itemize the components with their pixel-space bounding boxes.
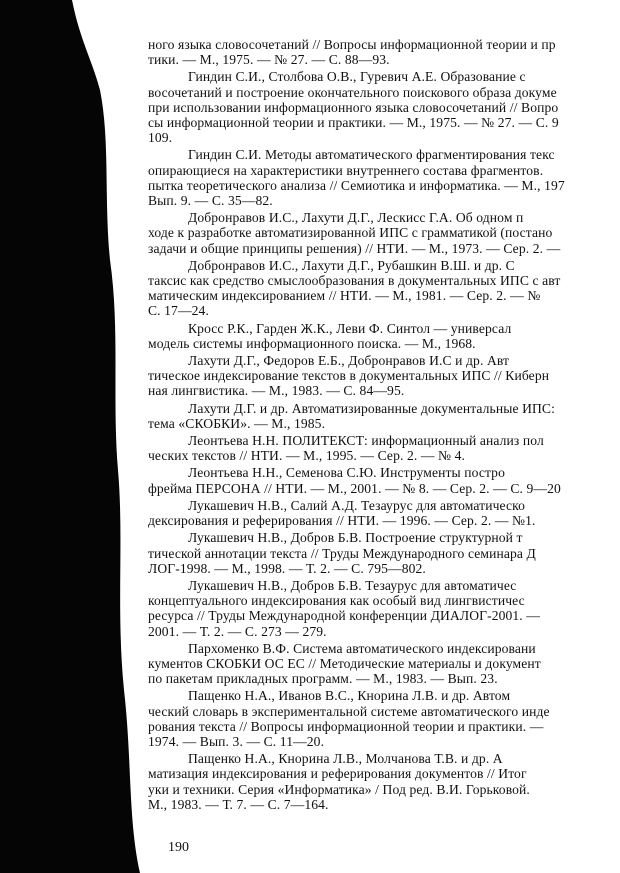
- text-line: ЛОГ-1998. — М., 1998. — Т. 2. — С. 795—802.: [148, 560, 426, 576]
- text-line: восочетаний и построение окончательного поискового образа докуме: [148, 84, 557, 100]
- bib-entry-start: Гиндин С.И., Столбова О.В., Гуревич А.Е. Образование с: [188, 69, 526, 85]
- text-line: матическим индексированием // НТИ. — М., 1981. — Сер. 2. — №: [148, 288, 541, 304]
- bib-entry-start: Кросс Р.К., Гарден Ж.К., Леви Ф. Синтол — универсал: [188, 320, 512, 336]
- text-line: модель системы информационного поиска. — М., 1968.: [148, 335, 476, 351]
- text-line: ческий словарь в экспериментальной системе автоматического инде: [148, 703, 550, 719]
- text-line: по пакетам прикладных программ. — М., 1983. — Вып. 23.: [148, 671, 498, 687]
- text-line: при использовании информационного языка словосочетаний // Вопро: [148, 99, 559, 115]
- text-line: концептуального индексирования как особый вид лингвистичес: [148, 593, 525, 609]
- bibliography-page: [148, 37, 620, 812]
- text-line: тема «СКОБКИ». — М., 1985.: [148, 415, 326, 431]
- text-line: пытка теоретического анализа // Семиотика и информатика. — М., 197: [148, 177, 565, 193]
- text-line: тики. — М., 1975. — № 27. — С. 88—93.: [148, 52, 390, 68]
- text-line: таксис как средство смыслообразования в документальных ИПС с авт: [148, 273, 561, 289]
- scan-edge-shadow: [0, 0, 160, 873]
- text-line: ческих текстов // НТИ. — М., 1995. — Сер. 2. — № 4.: [148, 448, 466, 464]
- bib-entry-start: Пащенко Н.А., Иванов В.С., Кнорина Л.В. и др. Автом: [188, 688, 511, 704]
- bib-entry-start: Лукашевич Н.В., Добров Б.В. Тезаурус для автоматичес: [188, 577, 517, 593]
- text-line: ная лингвистика. — М., 1983. — С. 84—95.: [148, 383, 405, 399]
- bib-entry-start: Добронравов И.С., Лахути Д.Г., Рубашкин В.Ш. и др. С: [188, 257, 515, 273]
- text-line: 1974. — Вып. 3. — С. 11—20.: [148, 733, 325, 749]
- text-line: ресурса // Труды Международной конференции ДИАЛОГ-2001. —: [148, 608, 540, 624]
- text-line: рования текста // Вопросы информационной теории и практики. —: [148, 718, 544, 734]
- bib-entry-start: Добронравов И.С., Лахути Д.Г., Лескисс Г.А. Об одном п: [188, 210, 524, 226]
- text-line: сы информационной теории и практики. — М., 1975. — № 27. — С. 9: [148, 115, 559, 131]
- text-line: задачи и общие принципы решения) // НТИ. — М., 1973. — Сер. 2. —: [148, 240, 561, 256]
- bib-entry-start: Пархоменко В.Ф. Система автоматического индексировани: [188, 640, 536, 656]
- text-line: уки и техники. Серия «Информатика» / Под ред. В.И. Горьковой.: [148, 781, 530, 797]
- text-line: С. 17—24.: [148, 303, 209, 319]
- bib-entry-start: Леонтьева Н.Н., Семенова С.Ю. Инструменты постро: [188, 465, 505, 481]
- text-line: опирающиеся на характеристики внутреннего состава фрагментов.: [148, 162, 544, 178]
- text-line: дексирования и реферирования // НТИ. — 1996. — Сер. 2. — №1.: [148, 513, 536, 529]
- text-line: фрейма ПЕРСОНА // НТИ. — М., 2001. — № 8. — Сер. 2. — С. 9—20: [148, 480, 561, 496]
- text-line: ходе к разработке автоматизированной ИПС с грамматикой (постано: [148, 225, 553, 241]
- text-line: 109.: [148, 130, 173, 146]
- bib-entry-start: Лахути Д.Г. и др. Автоматизированные документальные ИПС:: [188, 400, 555, 416]
- bib-entry-start: Лукашевич Н.В., Добров Б.В. Построение структурной т: [188, 530, 523, 546]
- text-line: кументов СКОБКИ ОС ЕС // Методические материалы и документ: [148, 655, 541, 671]
- page-number: 190: [168, 840, 189, 855]
- text-line: тическое индексирование текстов в документальных ИПС // Киберн: [148, 368, 550, 384]
- text-line: М., 1983. — Т. 7. — С. 7—164.: [148, 796, 329, 812]
- text-line: ного языка словосочетаний // Вопросы информационной теории и пр: [148, 37, 556, 52]
- text-line: 2001. — Т. 2. — С. 273 — 279.: [148, 623, 327, 639]
- text-line: матизация индексирования и реферирования документов // Итог: [148, 766, 527, 782]
- bib-entry-start: Леонтьева Н.Н. ПОЛИТЕКСТ: информационный анализ пол: [188, 433, 544, 449]
- text-line: Вып. 9. — С. 35—82.: [148, 193, 273, 209]
- bib-entry-start: Пащенко Н.А., Кнорина Л.В., Молчанова Т.В. и др. А: [188, 751, 503, 767]
- bib-entry-start: Гиндин С.И. Методы автоматического фрагментирования текс: [188, 147, 555, 163]
- bib-entry-start: Лукашевич Н.В., Салий А.Д. Тезаурус для автоматическо: [188, 497, 526, 513]
- text-line: тической аннотации текста // Труды Международного семинара Д: [148, 545, 536, 561]
- bib-entry-start: Лахути Д.Г., Федоров Е.Б., Добронравов И.С и др. Авт: [188, 353, 510, 369]
